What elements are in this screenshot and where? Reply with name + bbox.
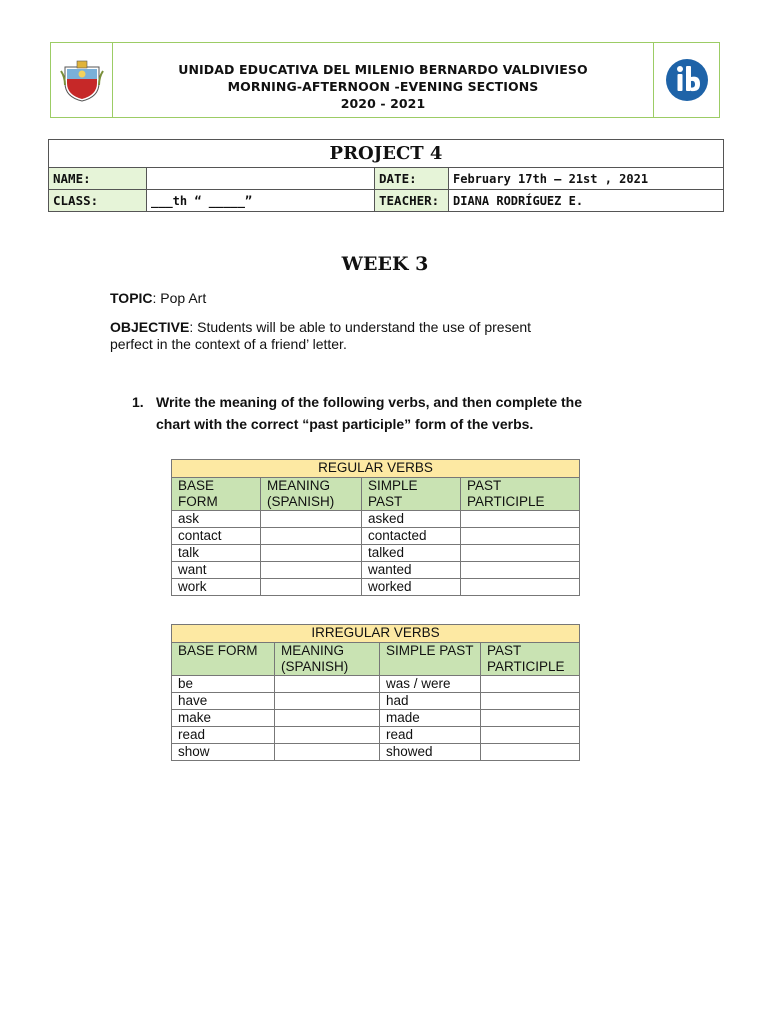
- school-sections: MORNING-AFTERNOON -EVENING SECTIONS: [227, 79, 539, 94]
- past-participle-cell[interactable]: [461, 545, 580, 562]
- school-header: [50, 42, 720, 118]
- past-participle-cell[interactable]: [461, 511, 580, 528]
- table-row: [172, 676, 580, 693]
- instruction-line-1: Write the meaning of the following verbs, and then complete the: [156, 394, 583, 410]
- table-row: [172, 727, 580, 744]
- past-participle-cell[interactable]: [481, 676, 580, 693]
- meaning-cell[interactable]: [275, 710, 380, 727]
- objective-block: [110, 319, 650, 353]
- regular-verbs-table: [171, 459, 580, 596]
- meaning-cell[interactable]: [261, 545, 362, 562]
- topic-label: TOPIC: [110, 290, 153, 306]
- base-form-cell: work: [172, 579, 261, 596]
- regular-caption: REGULAR VERBS: [172, 460, 580, 478]
- col-header-past-participle: PAST PARTICIPLE: [481, 643, 580, 676]
- project-info-table: [48, 139, 724, 212]
- simple-past-cell: asked: [362, 511, 461, 528]
- instruction-number: 1.: [132, 394, 144, 410]
- simple-past-cell: had: [380, 693, 481, 710]
- table-row: [172, 744, 580, 761]
- col-header-meaning: MEANING (SPANISH): [261, 478, 362, 511]
- simple-past-cell: talked: [362, 545, 461, 562]
- meaning-cell[interactable]: [261, 562, 362, 579]
- past-participle-cell[interactable]: [481, 693, 580, 710]
- col-header-past-participle: PAST PARTICIPLE: [461, 478, 580, 511]
- simple-past-cell: worked: [362, 579, 461, 596]
- topic-value: : Pop Art: [152, 290, 207, 306]
- objective-line-1: : Students will be able to understand the use of present: [189, 319, 532, 335]
- col-header-base-form: BASE FORM: [172, 478, 261, 511]
- base-form-cell: ask: [172, 511, 261, 528]
- school-crest-icon: [59, 57, 105, 103]
- base-form-cell: read: [172, 727, 275, 744]
- base-form-cell: want: [172, 562, 261, 579]
- past-participle-cell[interactable]: [481, 727, 580, 744]
- meaning-cell[interactable]: [261, 579, 362, 596]
- past-participle-cell[interactable]: [461, 528, 580, 545]
- class-field[interactable]: ___th “ _____”: [147, 190, 375, 212]
- class-label: CLASS:: [49, 190, 147, 212]
- base-form-cell: show: [172, 744, 275, 761]
- topic-line: [110, 290, 650, 307]
- school-name: UNIDAD EDUCATIVA DEL MILENIO BERNARDO VALDIVIESO: [178, 62, 588, 77]
- school-year: 2020 - 2021: [340, 96, 426, 111]
- simple-past-cell: contacted: [362, 528, 461, 545]
- teacher-value: DIANA RODRÍGUEZ E.: [449, 190, 724, 212]
- meaning-cell[interactable]: [275, 744, 380, 761]
- table-row: [172, 528, 580, 545]
- simple-past-cell: showed: [380, 744, 481, 761]
- table-row: [172, 511, 580, 528]
- ib-logo: [653, 43, 719, 117]
- meaning-cell[interactable]: [275, 693, 380, 710]
- objective-label: OBJECTIVE: [110, 319, 190, 335]
- simple-past-cell: wanted: [362, 562, 461, 579]
- past-participle-cell[interactable]: [461, 562, 580, 579]
- base-form-cell: make: [172, 710, 275, 727]
- irregular-verbs-table: [171, 624, 580, 761]
- name-field[interactable]: [147, 168, 375, 190]
- base-form-cell: have: [172, 693, 275, 710]
- date-label: DATE:: [375, 168, 449, 190]
- col-header-base-form: BASE FORM: [172, 643, 275, 676]
- simple-past-cell: made: [380, 710, 481, 727]
- table-row: [172, 562, 580, 579]
- table-row: [172, 545, 580, 562]
- past-participle-cell[interactable]: [461, 579, 580, 596]
- meaning-cell[interactable]: [275, 727, 380, 744]
- week-heading: WEEK 3: [341, 253, 429, 275]
- objective-line-2: perfect in the context of a friend’ letter.: [110, 336, 347, 352]
- irregular-caption: IRREGULAR VERBS: [172, 625, 580, 643]
- ib-logo-icon: [664, 57, 710, 103]
- base-form-cell: contact: [172, 528, 261, 545]
- simple-past-cell: was / were: [380, 676, 481, 693]
- instruction-1: [132, 391, 672, 435]
- table-row: [172, 710, 580, 727]
- table-row: [172, 693, 580, 710]
- meaning-cell[interactable]: [261, 511, 362, 528]
- school-header-text: [113, 61, 653, 112]
- table-row: [172, 579, 580, 596]
- col-header-simple-past: SIMPLE PAST: [362, 478, 461, 511]
- base-form-cell: be: [172, 676, 275, 693]
- school-crest: [51, 43, 113, 117]
- instruction-line-2: chart with the correct “past participle” form of the verbs.: [156, 416, 534, 432]
- base-form-cell: talk: [172, 545, 261, 562]
- past-participle-cell[interactable]: [481, 710, 580, 727]
- simple-past-cell: read: [380, 727, 481, 744]
- past-participle-cell[interactable]: [481, 744, 580, 761]
- teacher-label: TEACHER:: [375, 190, 449, 212]
- date-value: February 17th – 21st , 2021: [449, 168, 724, 190]
- col-header-simple-past: SIMPLE PAST: [380, 643, 481, 676]
- meaning-cell[interactable]: [275, 676, 380, 693]
- col-header-meaning: MEANING (SPANISH): [275, 643, 380, 676]
- project-title: PROJECT 4: [49, 140, 724, 168]
- meaning-cell[interactable]: [261, 528, 362, 545]
- name-label: NAME:: [49, 168, 147, 190]
